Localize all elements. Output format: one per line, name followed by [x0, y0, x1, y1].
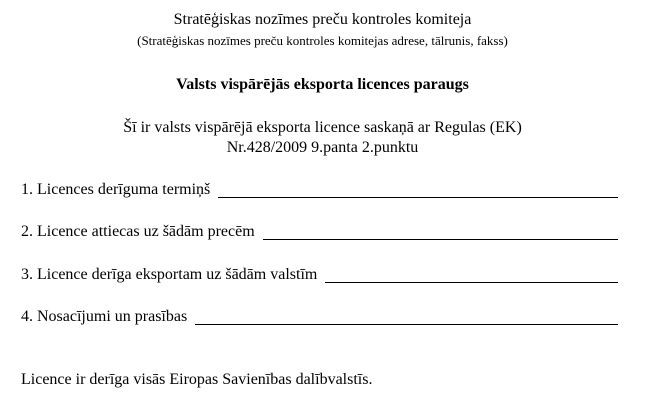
validity-note: Licence ir derīga visās Eiropas Savienības dalībvalstīs.	[21, 371, 373, 388]
intro-line-1: Šī ir valsts vispārējā eksporta licence saskaņā ar Regulas (EK)	[123, 119, 522, 136]
blank-line-goods	[263, 239, 618, 240]
field-label-validity-period: 1. Licences derīguma termiņš	[21, 181, 211, 198]
field-label-destination-countries: 3. Licence derīga eksportam uz šādām valstīm	[21, 266, 318, 283]
intro-line-2: Nr.428/2009 9.panta 2.punktu	[226, 139, 419, 156]
intro-statement	[0, 118, 645, 158]
blank-line-destination-countries	[325, 282, 618, 283]
field-conditions	[21, 307, 618, 327]
document-title: Valsts vispārējās eksporta licences paraugs	[176, 76, 469, 93]
blank-line-conditions	[195, 324, 618, 325]
field-label-conditions: 4. Nosacījumi un prasības	[21, 308, 188, 325]
committee-name: Stratēģiskas nozīmes preču kontroles komiteja	[173, 11, 472, 28]
field-destination-countries	[21, 265, 618, 285]
field-label-goods: 2. Licence attiecas uz šādām precēm	[21, 223, 255, 240]
field-validity-period	[21, 180, 618, 200]
committee-contacts: (Stratēģiskas nozīmes preču kontroles komitejas adrese, tālrunis, fakss)	[137, 33, 508, 48]
field-goods	[21, 222, 618, 242]
blank-line-validity-period	[218, 197, 618, 198]
